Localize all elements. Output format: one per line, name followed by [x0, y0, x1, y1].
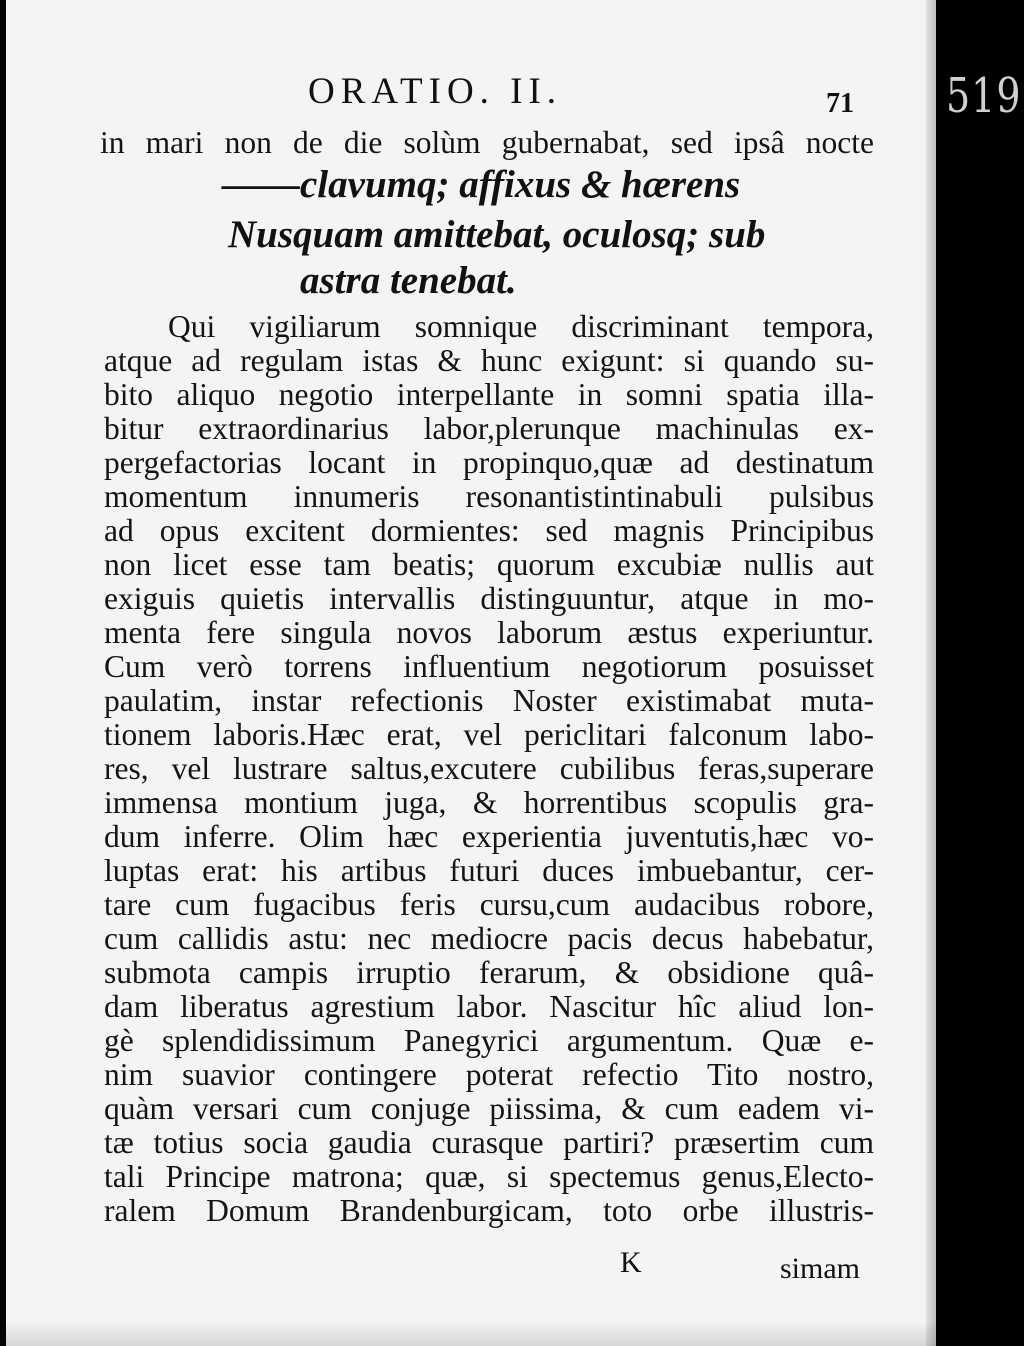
text-line: momentum innumeris resonantistintinabuli pulsibus: [104, 479, 874, 514]
verse-line: astra tenebat.: [300, 259, 517, 302]
text-line: atque ad regulam istas & hunc exigunt: si quando su-: [104, 343, 874, 378]
text-line: tare cum fugacibus feris cursu,cum audacibus robore,: [104, 887, 874, 922]
archive-number: 519: [946, 68, 1022, 123]
text-line: exiguis quietis intervallis distinguuntur, atque in mo-: [104, 581, 874, 616]
text-line: non licet esse tam beatis; quorum excubiæ nullis aut: [104, 547, 874, 582]
verse-line: Nusquam amittebat, oculosq; sub: [228, 213, 766, 256]
book-page: [6, 0, 936, 1346]
page-edge-shadow: [926, 0, 936, 1346]
text-line: dum inferre. Olim hæc experientia juventutis,hæc vo-: [104, 819, 874, 854]
text-line: cum callidis astu: nec mediocre pacis decus habebatur,: [104, 921, 874, 956]
text-line: luptas erat: his artibus futuri duces imbuebantur, cer-: [104, 853, 874, 888]
text-line: nim suavior contingere poterat refectio Tito nostro,: [104, 1057, 874, 1092]
text-line: res, vel lustrare saltus,excutere cubilibus feras,superare: [104, 751, 874, 786]
text-line: tæ totius socia gaudia curasque partiri? præsertim cum: [104, 1125, 874, 1160]
page-footer: [6, 1236, 936, 1296]
text-line: submota campis irruptio ferarum, & obsidione quâ-: [104, 955, 874, 990]
page-number: 71: [826, 88, 854, 119]
text-line: bitur extraordinarius labor,plerunque machinulas ex-: [104, 411, 874, 446]
text-line: tali Principe matrona; quæ, si spectemus genus,Electo-: [104, 1159, 874, 1194]
text-line: Qui vigiliarum somnique discriminant tempora,: [168, 309, 874, 344]
running-head: ORATIO. II.: [308, 71, 563, 112]
text-line: ralem Domum Brandenburgicam, toto orbe illustris-: [104, 1193, 874, 1228]
page-header: [6, 70, 936, 119]
catchword: simam: [780, 1252, 860, 1285]
text-line: in mari non de die solùm gubernabat, sed ipsâ nocte: [100, 125, 874, 160]
text-line: gè splendidissimum Panegyrici argumentum. Quæ e-: [104, 1023, 874, 1058]
text-line: paulatim, instar refectionis Noster existimabat muta-: [104, 683, 874, 718]
text-line: Cum verò torrens influentium negotiorum posuisset: [104, 649, 874, 684]
verse-line: ——clavumq; affixus & hærens: [222, 163, 741, 206]
text-line: dam liberatus agrestium labor. Nascitur hîc aliud lon-: [104, 989, 874, 1024]
page-bottom-shadow: [6, 1324, 936, 1346]
text-line: ad opus excitent dormientes: sed magnis Principibus: [104, 513, 874, 548]
text-line: pergefactorias locant in propinquo,quæ ad destinatum: [104, 445, 874, 480]
signature-mark: K: [620, 1246, 642, 1279]
text-line: menta fere singula novos laborum æstus experiuntur.: [104, 615, 874, 650]
text-line: tionem laboris.Hæc erat, vel periclitari falconum labo-: [104, 717, 874, 752]
text-line: bito aliquo negotio interpellante in somni spatia illa-: [104, 377, 874, 412]
text-line: immensa montium juga, & horrentibus scopulis gra-: [104, 785, 874, 820]
text-line: quàm versari cum conjuge piissima, & cum eadem vi-: [104, 1091, 874, 1126]
